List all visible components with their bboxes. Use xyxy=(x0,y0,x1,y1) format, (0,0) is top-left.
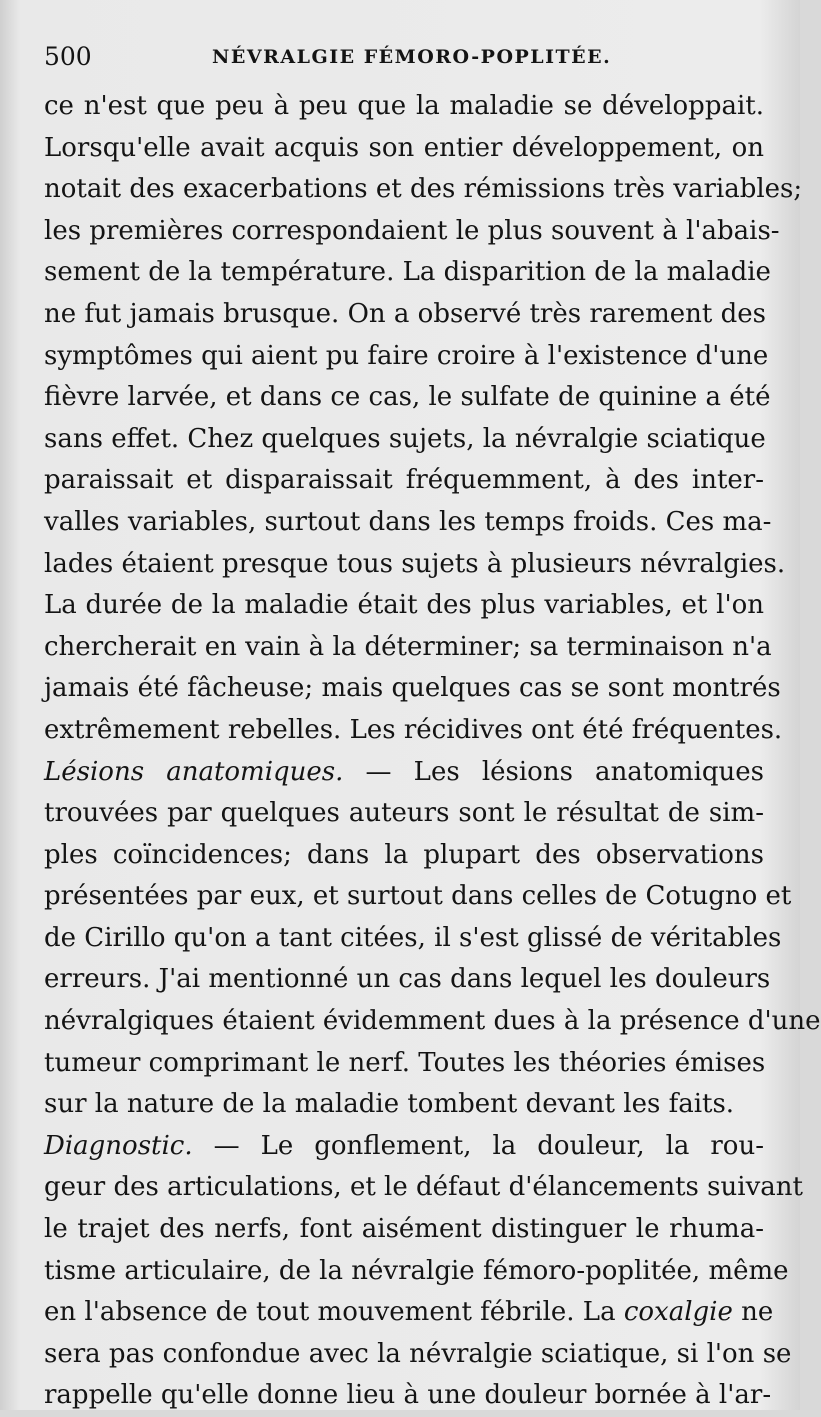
text-line xyxy=(44,627,772,669)
line-segment: les premières correspondaient le plus souvent à l'abais- xyxy=(44,215,780,246)
text-line xyxy=(44,1084,764,1126)
italic-term: Lésions anatomiques. xyxy=(44,756,344,787)
line-segment: présentées par eux, et surtout dans celles de Cotugno et xyxy=(44,881,792,912)
line-segment: ce n'est que peu à peu que la maladie se développait. xyxy=(44,91,764,121)
text-line xyxy=(44,377,771,419)
text-line xyxy=(44,128,764,170)
line-segment: en l'absence de tout mouvement fébrile. La xyxy=(44,1297,624,1328)
italic-term: Diagnostic. xyxy=(44,1130,193,1161)
text-line xyxy=(44,502,772,544)
text-line xyxy=(44,1167,803,1209)
text-line xyxy=(44,1251,789,1293)
text-line xyxy=(44,876,792,918)
line-segment: rappelle qu'elle donne lieu à une douleur bornée à l'ar- xyxy=(44,1380,772,1411)
line-segment: erreurs. J'ai mentionné un cas dans lequel les douleurs xyxy=(44,964,771,995)
text-line xyxy=(44,1001,821,1043)
line-segment: ples coïncidences; dans la plupart des observations xyxy=(44,839,764,870)
line-segment: geur des articulations, et le défaut d'élancements suivant xyxy=(44,1172,803,1203)
text-line xyxy=(44,835,764,877)
running-head: NÉVRALGIE FÉMORO-POPLITÉE. xyxy=(212,46,612,68)
text-line xyxy=(44,169,803,211)
line-segment: sement de la température. La disparition de la maladie xyxy=(44,257,771,288)
text-line xyxy=(44,793,764,835)
line-segment: jamais été fâcheuse; mais quelques cas se sont montrés xyxy=(44,673,781,704)
line-segment: notait des exacerbations et des rémissions très variables; xyxy=(44,174,803,205)
text-line xyxy=(44,918,782,960)
text-line xyxy=(44,294,764,336)
text-line xyxy=(44,544,786,586)
line-segment: ne fut jamais brusque. On a observé très rarement des xyxy=(44,298,766,329)
text-line xyxy=(44,419,764,461)
text-line xyxy=(44,336,769,378)
text-line xyxy=(44,752,764,794)
line-segment: symptômes qui aient pu faire croire à l'existence d'une xyxy=(44,340,769,371)
text-line xyxy=(44,1043,764,1085)
text-line xyxy=(44,86,764,128)
text-line xyxy=(44,252,771,294)
line-segment: valles variables, surtout dans les temps froids. Ces ma- xyxy=(44,506,772,537)
page-number: 500 xyxy=(44,42,92,71)
line-segment: fièvre larvée, et dans ce cas, le sulfate de quinine a été xyxy=(44,382,771,413)
line-segment: — Les lésions anatomiques xyxy=(343,756,764,787)
line-segment: Lorsqu'elle avait acquis son entier développement, on xyxy=(44,132,764,163)
text-line xyxy=(44,959,771,1001)
line-segment: tumeur comprimant le nerf. Toutes les théories émises xyxy=(44,1047,766,1078)
italic-term: coxalgie xyxy=(623,1297,733,1328)
text-line xyxy=(44,1292,774,1334)
text-line xyxy=(44,1209,764,1251)
line-segment: tisme articulaire, de la névralgie fémoro-poplitée, même xyxy=(44,1255,789,1286)
text-line xyxy=(44,1334,792,1376)
line-segment: — Le gonflement, la douleur, la rou- xyxy=(192,1130,764,1161)
line-segment: sur la nature de la maladie tombent devant les faits. xyxy=(44,1089,735,1120)
text-line xyxy=(44,1375,772,1417)
text-line xyxy=(44,460,764,502)
text-line xyxy=(44,710,783,752)
page-header xyxy=(44,40,764,80)
line-segment: extrêmement rebelles. Les récidives ont été fréquentes. xyxy=(44,714,783,745)
line-segment: chercherait en vain à la déterminer; sa terminaison n'a xyxy=(44,631,772,662)
text-line xyxy=(44,585,764,627)
line-segment: de Cirillo qu'on a tant citées, il s'est glissé de véritables xyxy=(44,922,782,953)
line-segment: le trajet des nerfs, font aisément distinguer le rhuma- xyxy=(44,1214,764,1245)
line-segment: paraissait et disparaissait fréquemment, à des inter- xyxy=(44,465,764,496)
line-segment: sans effet. Chez quelques sujets, la névralgie sciatique xyxy=(44,423,766,454)
body-text xyxy=(44,86,821,1417)
line-segment: lades étaient presque tous sujets à plusieurs névralgies. xyxy=(44,548,786,579)
line-segment: La durée de la maladie était des plus variables, et l'on xyxy=(44,590,764,621)
text-line xyxy=(44,668,781,710)
text-line xyxy=(44,211,780,253)
line-segment: sera pas confondue avec la névralgie sciatique, si l'on se xyxy=(44,1338,792,1369)
line-segment: ne xyxy=(732,1297,774,1328)
line-segment: névralgiques étaient évidemment dues à la présence d'une xyxy=(44,1006,821,1037)
text-line xyxy=(44,1126,764,1168)
line-segment: trouvées par quelques auteurs sont le résultat de sim- xyxy=(44,798,764,829)
